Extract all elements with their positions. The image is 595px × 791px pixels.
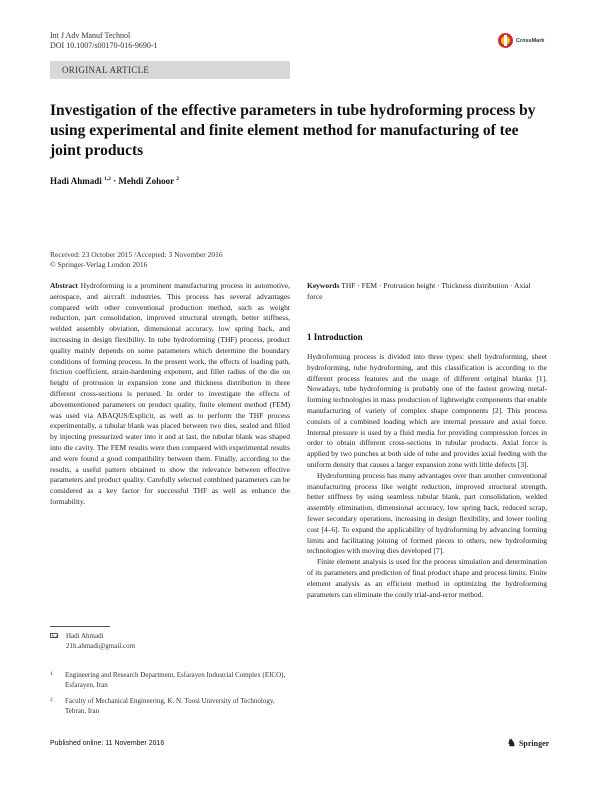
article-type-banner: ORIGINAL ARTICLE (50, 61, 290, 79)
crossmark-badge[interactable] (498, 33, 544, 48)
publisher-logo[interactable] (507, 738, 549, 749)
footnote-divider (50, 626, 110, 627)
article-dates (50, 250, 223, 270)
abstract-text: Hydroforming is a prominent manufacturing process in automotive, aerospace, and aircraft industries. This process has several advantages compared with other conventional production method, such as weight reduction, part consolidation, improved structural strength, better stiffness, welded assembly obviation, dimensional accuracy, low spring back, and increasing in design flexibility. In tube hydroforming (THF) process, product quality mainly depends on some parameters which determine the boundary conditions of forming process. In the present work, the effects of loading path, friction coefficient, strain-hardening exponent, and fillet radius of the die on height of protrusion in expansion zone and thickness distribution in three different cross-sections is perused. In order to investigate the effects of abovementioned parameters on product quality, finite element method (FEM) was used via ABAQUS/Explicit, as well as to perform the THF process experimentally, a tubular blank was placed between two dies, sealed and filled by injecting pressurized water into it and at last, the tubular blank was shaped into die cavity. The FEM results were then compared with experimental results and were found a good compatibility between them. Finally, according to the results, a useful pattern obtained to show the relevance between effective parameters and product quality. Carefully selected combined parameters can be considered as a key factor for successful THF as well as enhance the formability. (50, 281, 291, 506)
author-separator: · (113, 176, 117, 186)
keywords (307, 281, 547, 303)
journal-name: Int J Adv Manuf Technol (50, 31, 131, 40)
paragraph: Hydroforming process has many advantages over than another conventional manufacturing process like weight reduction, improved structural strength, better stiffness by using seamless tubular blank, part consolidation, welded assembly elimination, dimensional accuracy, low spring back, reduced scrap, fewer secondary operations, increasing in design flexibility, and lower tooling cost [4–6]. To expand the applicability of hydroforming by advancing forming limits and facilitating joining of formed pieces to others, new hydroforming technologies with moving dies developed [7]. (307, 470, 547, 556)
envelope-icon (50, 633, 58, 638)
author-affiliation-marker: 2 (176, 176, 180, 182)
affiliation-number: 2 (50, 697, 53, 703)
keywords-text: THF · FEM · Protrusion height · Thickness distribution · Axial force (307, 281, 531, 301)
affiliation (50, 697, 290, 716)
crossmark-label: CrossMark (516, 37, 545, 44)
correspondence-name: Hadi Ahmadi (66, 632, 104, 640)
author-name[interactable]: Mehdi Zohoor (118, 176, 175, 186)
springer-horse-icon: ♞ (507, 738, 516, 749)
paragraph: Finite element analysis is used for the process simulation and determination of its parameters and prediction of final product shape and process limits. Finite element analysis as an efficient method in optimizing the hydroforming parameters can eliminate the costly trial-and-error method. (307, 557, 547, 599)
author-affiliation-marker: 1,2 (104, 176, 111, 182)
affiliation-number: 1 (50, 671, 53, 677)
abstract-label: Abstract (50, 281, 78, 290)
crossmark-icon (498, 33, 513, 48)
introduction-body (307, 352, 547, 600)
correspondence-email[interactable]: 21h.ahmadi@gmail.com (66, 642, 136, 650)
affiliation-text: Faculty of Mechanical Engineering, K. N. Toosi University of Technology, Tehran, Iran (65, 697, 275, 715)
publisher-name: Springer (518, 739, 550, 748)
affiliation (50, 671, 290, 690)
journal-info (50, 31, 158, 51)
keywords-label: Keywords (307, 281, 340, 290)
paper-title: Investigation of the effective parameters in tube hydroforming process by using experimental and finite element method for manufacturing of tee joint products (50, 102, 536, 159)
published-online: Published online: 11 November 2016 (50, 740, 165, 747)
copyright: © Springer-Verlag London 2016 (50, 260, 148, 269)
author-name[interactable]: Hadi Ahmadi (50, 176, 102, 186)
affiliation-text: Engineering and Research Department, Esfarayen Industrial Complex (EICO), Esfarayen, Iran (65, 671, 286, 689)
author-list (50, 176, 179, 186)
section-heading-introduction: 1 Introduction (307, 332, 363, 342)
paragraph: Hydroforming process is divided into three types: shell hydroforming, sheet hydroforming, tube hydroforming, and this classification is according to the different process features and the usage of different original blanks [1]. Nowadays, tube hydroforming is probably one of the fastest growing metal-forming technologies in mass production of lightweight components that enable manufacturing of variety of complex shape components [2]. This process consists of a combined loading which are internal pressure and axial force. Internal pressure is used by a fluid media for providing compression forces in order to obtain different cross-sections in tubular products. Axial force is applied by two punches at both side of tube and provides axial feeding with the uniform density that causes a larger expansion zone with little defects [3]. (307, 352, 547, 469)
abstract (50, 281, 290, 508)
doi[interactable]: DOI 10.1007/s00170-016-9690-1 (50, 41, 158, 50)
received-accepted: Received: 23 October 2015 /Accepted: 3 November 2016 (50, 250, 223, 259)
correspondence (50, 631, 135, 651)
